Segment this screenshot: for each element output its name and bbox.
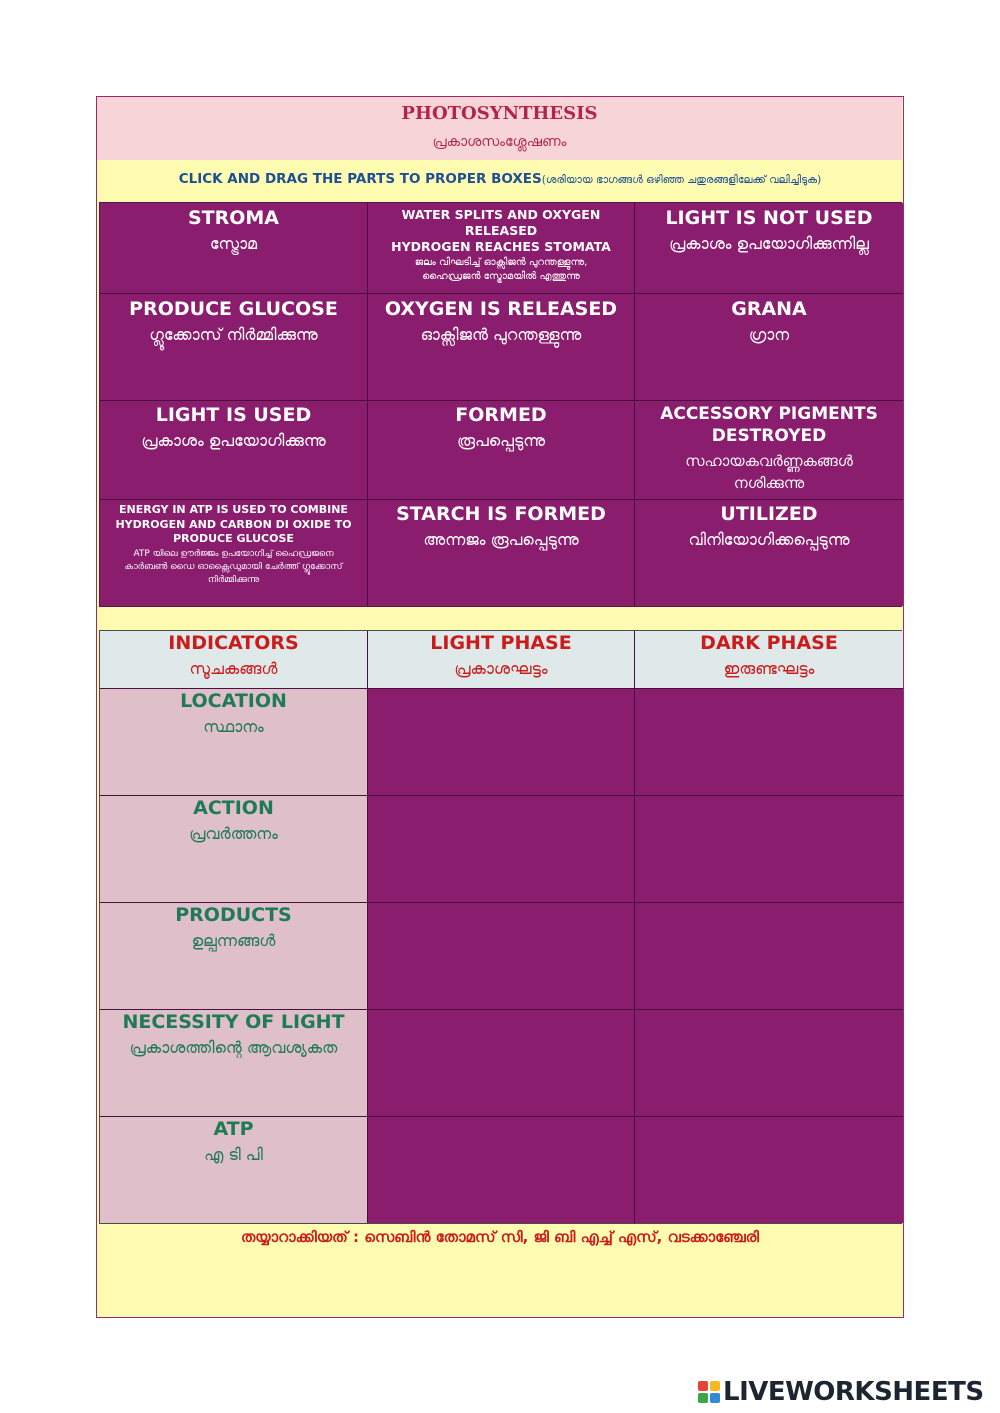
drop-zone-dark-necessity[interactable] [635,1010,903,1117]
drop-zone-dark-action[interactable] [635,796,903,903]
drag-item-text-ml: ഗ്ലൂക്കോസ് നിർമ്മിക്കുന്നു [149,325,318,344]
indicator-text: ACTION [193,797,274,819]
drop-zone-dark-atp[interactable] [635,1117,903,1223]
indicator-text-ml: സ്ഥാനം [203,717,264,736]
instruction-ml: (ശരിയായ ഭാഗങ്ങൾ ഒഴിഞ്ഞ ചതുരങ്ങളിലേക്ക് വലിച്ചിടുക) [541,174,822,186]
drop-zone-light-location[interactable] [368,689,635,796]
indicator-text-ml: ഉല്പന്നങ്ങൾ [191,931,276,950]
worksheet [96,96,904,1318]
drop-zone-light-action[interactable] [368,796,635,903]
drag-item-text: GRANA [731,298,807,320]
instruction-en: CLICK AND DRAG THE PARTS TO PROPER BOXES [178,171,542,187]
draggable-grid [99,202,902,607]
drag-item-text: ACCESSORY PIGMENTS DESTROYED [660,404,878,446]
drag-item-text-ml: ജലം വിഘടിച്ച് ഓക്സിജൻ പുറന്തള്ളുന്നു, ഹൈഡ്രജൻ സ്ട്രോമയിൽ എത്തുന്നു [414,257,588,282]
drag-item-text-ml: അന്നജം രൂപപ്പെടുന്നു [423,530,579,549]
drag-item-produce-glucose[interactable] [100,294,368,401]
author-credit: തയ്യാറാക്കിയത് : സെബിൻ തോമസ് സി, ജി ബി എച്ച് എസ്, വടക്കാഞ്ചേരി [240,1228,760,1246]
drop-zone-light-necessity[interactable] [368,1010,635,1117]
indicator-action [100,796,368,903]
drag-item-text: STROMA [187,207,280,229]
drop-zone-light-products[interactable] [368,903,635,1010]
drag-item-text-ml: രൂപപ്പെടുന്നു [456,431,546,450]
drag-item-energy-in-atp[interactable] [100,500,368,606]
drag-item-text: ENERGY IN ATP IS USED TO COMBINE HYDROGEN AND CARBON DI OXIDE TO PRODUCE GLUCOSE [115,503,352,545]
drag-item-text: STARCH IS FORMED [396,503,606,525]
indicator-text-ml: എ ടി പി [204,1145,263,1164]
drag-item-light-used[interactable] [100,401,368,500]
header-light-phase [368,631,635,689]
drag-item-grana[interactable] [635,294,903,401]
indicator-text: LOCATION [180,690,287,712]
drag-item-text: LIGHT IS USED [155,404,312,426]
drag-item-text-ml: പ്രകാശം ഉപയോഗിക്കുന്നു [141,431,326,450]
liveworksheets-wordmark: LIVEWORKSHEETS [723,1377,984,1407]
drag-item-text: LIGHT IS NOT USED [665,207,873,229]
title-band [97,97,902,160]
drag-item-formed[interactable] [368,401,635,500]
comparison-table [99,630,902,1224]
indicator-text-ml: പ്രവർത്തനം [189,824,278,843]
drag-item-starch-formed[interactable] [368,500,635,606]
liveworksheets-logo[interactable] [698,1377,984,1409]
drop-zone-dark-products[interactable] [635,903,903,1010]
drag-item-utilized[interactable] [635,500,903,606]
header-text: INDICATORS [168,632,299,654]
drag-item-stroma[interactable] [100,203,368,294]
indicator-text: PRODUCTS [175,904,292,926]
header-text-ml: പ്രകാശഘട്ടം [454,659,548,678]
drag-item-water-splits[interactable] [368,203,635,294]
indicator-text: NECESSITY OF LIGHT [122,1011,345,1033]
indicator-text-ml: പ്രകാശത്തിന്റെ ആവശ്യകത [129,1038,338,1057]
drag-item-text-ml: സ്ട്രോമ [209,234,258,253]
liveworksheets-logo-icon [698,1381,720,1403]
drag-item-text: PRODUCE GLUCOSE [129,298,338,320]
drag-item-text: OXYGEN IS RELEASED [384,298,618,320]
drag-item-text: WATER SPLITS AND OXYGEN RELEASED HYDROGEN REACHES STOMATA [391,207,611,254]
drag-item-text-ml: ATP യിലെ ഊർജ്ജം ഉപയോഗിച്ച് ഹൈഡ്രജനെ കാർബൺ ഡൈ ഓക്സൈഡുമായി ചേർത്ത് ഗ്ലൂക്കോസ് നിർമ്മിക്കുന്നു [124,548,343,585]
drag-item-text: FORMED [455,404,547,426]
indicator-products [100,903,368,1010]
page-title: PHOTOSYNTHESIS [401,103,598,124]
page-title-ml: പ്രകാശസംശ്ലേഷണം [432,134,567,150]
drag-item-oxygen-released[interactable] [368,294,635,401]
header-indicators [100,631,368,689]
drag-item-text: UTILIZED [720,503,818,525]
drag-item-text-ml: വിനിയോഗിക്കപ്പെടുന്നു [688,530,850,549]
header-text-ml: ഇരുണ്ടഘട്ടം [723,659,815,678]
indicator-text: ATP [213,1118,254,1140]
drag-item-text-ml: പ്രകാശം ഉപയോഗിക്കുന്നില്ല [669,234,869,253]
drag-item-accessory-pigments[interactable] [635,401,903,500]
indicator-atp [100,1117,368,1223]
indicator-necessity-of-light [100,1010,368,1117]
header-text-ml: സൂചകങ്ങൾ [189,659,278,678]
drag-item-text-ml: സഹായകവർണ്ണകങ്ങൾ നശിക്കുന്നു [685,452,853,492]
drag-item-light-not-used[interactable] [635,203,903,294]
header-dark-phase [635,631,903,689]
header-text: LIGHT PHASE [430,632,572,654]
instruction [97,171,903,187]
indicator-location [100,689,368,796]
drop-zone-dark-location[interactable] [635,689,903,796]
drop-zone-light-atp[interactable] [368,1117,635,1223]
drag-item-text-ml: ഓക്സിജൻ പുറന്തള്ളുന്നു [420,325,582,344]
header-text: DARK PHASE [700,632,838,654]
drag-item-text-ml: ഗ്രാന [748,325,790,344]
